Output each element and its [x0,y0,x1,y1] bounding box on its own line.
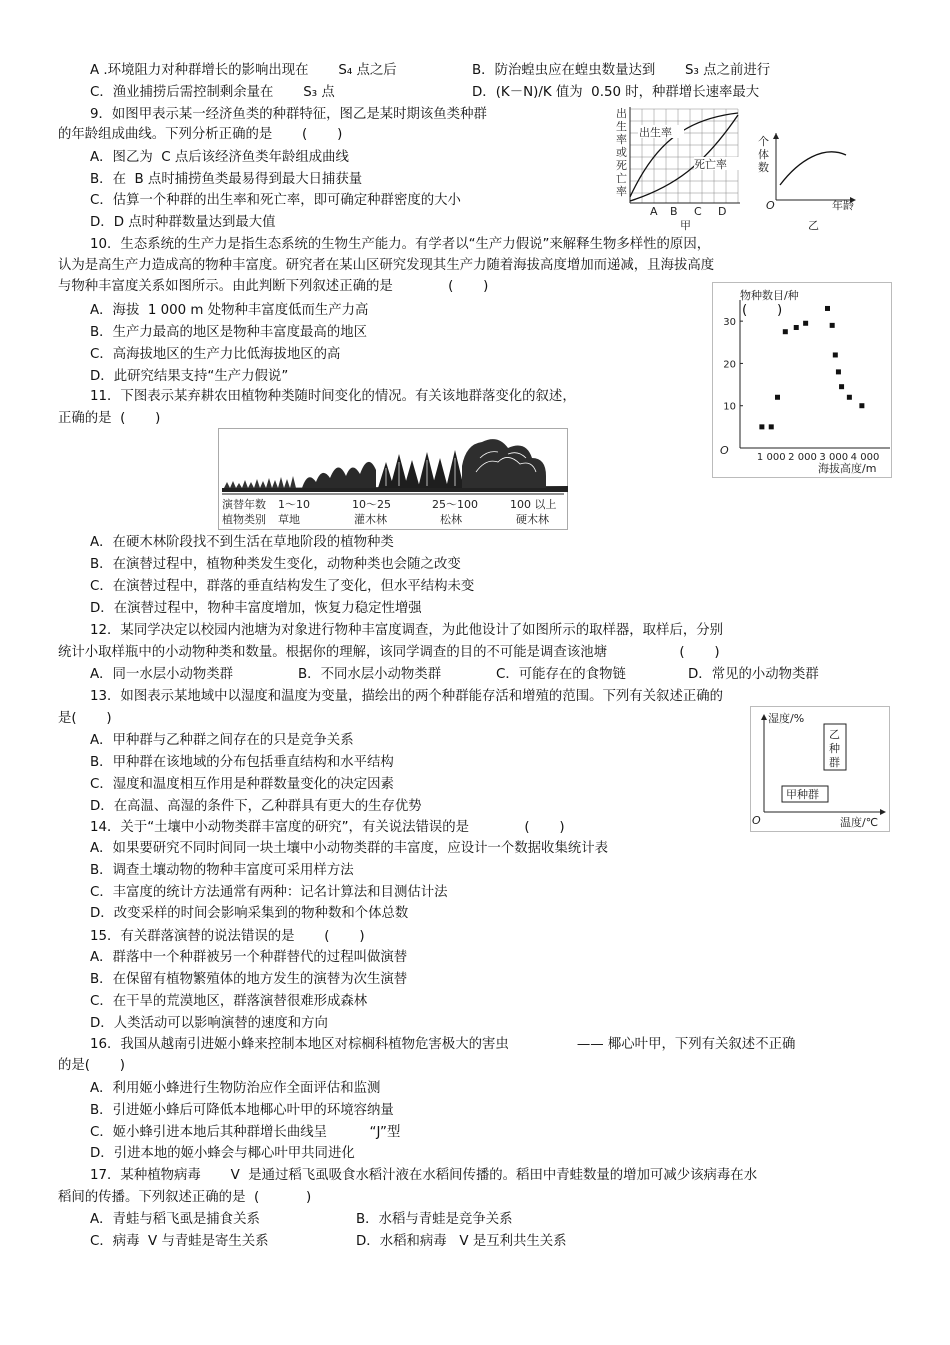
q10-stem-line1: 10．生态系统的生产力是指生态系统的生物生产能力。有学者以“生产力假说”来解释生物多样性的原因， [90,237,711,252]
svg-text:死: 死 [616,159,627,172]
q9-birth-rate-label: 出生率 [639,126,672,139]
q9-figure [614,105,864,235]
q11-row-label-years: 演替年数 [222,498,266,511]
q10-stem-line2: 认为是高生产力造成高的物种丰富度。研究者在某山区研究发现其生产力随着海拔高度增加而递减，且海拔高度 [58,258,715,273]
q9-death-rate-label: 死亡率 [694,158,727,171]
data-point [847,395,852,400]
svg-text:群: 群 [829,756,840,769]
q9-caption-jia: 甲 [680,219,691,232]
q8-option-d: D．(K－N)/K 值为 0.50 时，种群增长速率最大 [472,85,760,100]
q11-years-2: 10～25 [352,498,391,511]
q17-option-a: A．青蛙与稻飞虱是捕食关系 [90,1212,260,1227]
q11-stem-line2: 正确的是 ( ) [58,411,161,426]
data-point [833,352,838,357]
q9-fig-yi-ylabel [758,135,769,174]
q11-vegetation-illustration [222,439,568,492]
q14-option-c: C．丰富度的统计方法通常有两种：记名计算法和目测估计法 [90,885,448,900]
q13-option-c: C．湿度和温度相互作用是种群数量变化的决定因素 [90,777,394,792]
y-tick-label: 20 [723,359,736,371]
svg-text:个: 个 [758,135,769,148]
svg-text:生: 生 [616,120,627,133]
q11-years-4: 100 以上 [510,498,557,511]
q13-option-a: A．甲种群与乙种群之间存在的只是竞争关系 [90,733,354,748]
q10-option-d: D．此研究结果支持“生产力假说” [90,369,289,384]
q17-stem-line1: 17．某种植物病毒 V 是通过稻飞虱吸食水稻汁液在水稻间传播的。稻田中青蛙数量的增加可减少该病毒在水 [90,1168,758,1183]
x-tick-label: 1 000 [756,452,786,463]
q9-option-b: B．在 B 点时捕捞鱼类最易得到最大日捕获量 [90,172,363,187]
q12-stem-line1: 12．某同学决定以校园内池塘为对象进行物种丰富度调查，为此他设计了如图所示的取样器，取样后，分别 [90,623,724,638]
q9-option-d: D．D 点时种群数量达到最大值 [90,215,276,230]
q11-years-1: 1～10 [278,498,310,511]
q10-chart-xlabel: 海拔高度/m [818,462,877,475]
q13-stem-line1: 13．如图表示某地域中以湿度和温度为变量，描绘出的两个种群能存活和增殖的范围。下列有关叙述正确的 [90,689,724,704]
q11-option-a: A．在硬木林阶段找不到生活在草地阶段的植物种类 [90,535,394,550]
data-point [825,306,830,311]
q17-option-b: B．水稻与青蛙是竞争关系 [356,1212,513,1227]
data-point [759,424,764,429]
q14-option-d: D．改变采样的时间会影响采集到的物种数和个体总数 [90,906,409,921]
q14-stem: 14．关于“土壤中小动物类群丰富度的研究”，有关说法错误的是 ( ) [90,820,565,835]
q13-species-yi-label [829,728,840,769]
q13-option-b: B．甲种群在该地域的分布包括垂直结构和水平结构 [90,755,394,770]
q9-age-curve [780,152,846,185]
q13-origin: O [752,814,761,827]
q16-stem-line1: 16．我国从越南引进姬小蜂来控制本地区对棕榈科植物危害极大的害虫 —— 椰心叶甲，下列有关叙述不正确 [90,1037,796,1052]
q9-option-a: A．图乙为 C 点后该经济鱼类年龄组成曲线 [90,150,349,165]
q17-stem-line2: 稻间的传播。下列叙述正确的是 ( ) [58,1190,312,1205]
q9-option-c: C．估算一个种群的出生率和死亡率，即可确定种群密度的大小 [90,193,461,208]
data-point [783,329,788,334]
q13-option-d: D．在高温、高湿的条件下，乙种群具有更大的生存优势 [90,799,422,814]
data-point [836,369,841,374]
q17-option-c: C．病毒 V 与青蛙是寄生关系 [90,1234,269,1249]
q8-option-b: B．防治蝗虫应在蝗虫数量达到 S₃ 点之前进行 [472,63,771,78]
svg-text:率: 率 [616,133,627,146]
svg-text:率: 率 [616,185,627,198]
q15-stem: 15．有关群落演替的说法错误的是 ( ) [90,929,365,944]
q11-type-2: 灌木林 [354,513,387,526]
data-point [859,403,864,408]
data-point [769,424,774,429]
svg-text:B: B [670,205,678,218]
q8-option-a: A .环境阻力对种群增长的影响出现在 S₄ 点之后 [90,63,397,78]
q13-xlabel: 温度/℃ [840,816,879,829]
x-tick-label: 2 000 [788,452,817,463]
q10-stem-line3: 与物种丰富度关系如图所示。由此判断下列叙述正确的是 ( ) [58,279,489,294]
q9-fig-yi-origin: O [766,199,775,212]
svg-text:或: 或 [616,146,627,159]
q9-fig-jia-ylabel [616,106,627,198]
q17-option-d: D．水稻和病毒 V 是互利共生关系 [356,1234,567,1249]
svg-text:A: A [650,205,658,218]
data-point [803,321,808,326]
q8-option-c: C．渔业捕捞后需控制剩余量在 S₃ 点 [90,85,335,100]
svg-text:C: C [694,205,702,218]
q11-option-d: D．在演替过程中，物种丰富度增加，恢复力稳定性增强 [90,601,422,616]
q12-option-d: D．常见的小动物类群 [688,667,819,682]
q15-option-d: D．人类活动可以影响演替的速度和方向 [90,1016,328,1031]
data-point [794,325,799,330]
q16-option-b: B．引进姬小蜂后可降低本地椰心叶甲的环境容纳量 [90,1103,394,1118]
svg-text:乙: 乙 [829,728,840,741]
q12-stem-line2: 统计小取样瓶中的小动物种类和数量。根据你的理解，该同学调查的目的不可能是调查该池塘 ( ) [58,645,720,660]
q13-stem-line2: 是( ) [58,711,112,726]
y-tick-label: 10 [723,401,736,413]
q10-answer-paren: ( ) [742,303,783,318]
q12-option-c: C．可能存在的食物链 [496,667,626,682]
q16-option-a: A．利用姬小蜂进行生物防治应作全面评估和监测 [90,1081,381,1096]
q11-option-b: B．在演替过程中，植物种类发生变化，动物种类也会随之改变 [90,557,461,572]
q13-ylabel: 湿度/% [768,712,805,725]
q9-stem-line2: 的年龄组成曲线。下列分析正确的是 ( ) [58,127,343,142]
q9-stem-line1: 9．如图甲表示某一经济鱼类的种群特征，图乙是某时期该鱼类种群 [90,107,487,122]
x-tick-label: 4 000 [850,452,880,463]
q9-fig-jia-ticks [650,205,726,218]
svg-text:出: 出 [616,107,627,120]
q9-fig-yi-xlabel: 年龄 [832,199,854,212]
q11-type-3: 松林 [440,513,462,526]
q15-option-b: B．在保留有植物繁殖体的地方发生的演替为次生演替 [90,972,408,987]
x-tick-label: 3 000 [819,452,849,463]
q9-caption-yi: 乙 [808,219,819,232]
q11-years-3: 25～100 [432,498,478,511]
q14-option-b: B．调查土壤动物的物种丰富度可采用样方法 [90,863,354,878]
q16-option-d: D．引进本地的姬小蜂会与椰心叶甲共同进化 [90,1146,355,1161]
svg-text:种: 种 [829,742,840,755]
q16-option-c: C．姬小蜂引进本地后其种群增长曲线呈 “J”型 [90,1125,401,1140]
q13-species-jia-label: 甲种群 [786,788,819,801]
q11-type-4: 硬木林 [516,513,549,526]
q14-option-a: A．如果要研究不同时间同一块土壤中小动物类群的丰富度，应设计一个数据收集统计表 [90,841,609,856]
q10-scatter-chart [712,282,892,478]
q16-stem-line2: 的是( ) [58,1058,126,1073]
q10-option-c: C．高海拔地区的生产力比低海拔地区的高 [90,347,341,362]
svg-text:数: 数 [758,161,769,174]
q11-type-1: 草地 [278,513,300,526]
q12-option-a: A．同一水层小动物类群 [90,667,234,682]
q11-succession-figure [218,428,568,530]
svg-text:亡: 亡 [616,172,627,185]
q11-stem-line1: 11．下图表示某弃耕农田植物种类随时间变化的情况。有关该地群落变化的叙述， [90,389,576,404]
q10-chart-ylabel: 物种数目/种 [740,289,799,302]
data-point [830,323,835,328]
svg-text:D: D [718,205,727,218]
q10-option-a: A．海拔 1 000 m 处物种丰富度低而生产力高 [90,303,369,318]
svg-text:体: 体 [758,148,769,161]
q15-option-a: A．群落中一个种群被另一个种群替代的过程叫做演替 [90,950,408,965]
q15-option-c: C．在干旱的荒漠地区，群落演替很难形成森林 [90,994,368,1009]
q11-row-label-types: 植物类别 [222,513,266,526]
q13-figure [750,706,890,832]
q12-option-b: B．不同水层小动物类群 [298,667,442,682]
q10-chart-origin: O [720,444,729,457]
data-point [775,395,780,400]
y-tick-label: 30 [723,317,736,329]
q9-fig-jia-grid [630,109,738,203]
q10-option-b: B．生产力最高的地区是物种丰富度最高的地区 [90,325,367,340]
data-point [839,384,844,389]
q11-option-c: C．在演替过程中，群落的垂直结构发生了变化，但水平结构未变 [90,579,475,594]
